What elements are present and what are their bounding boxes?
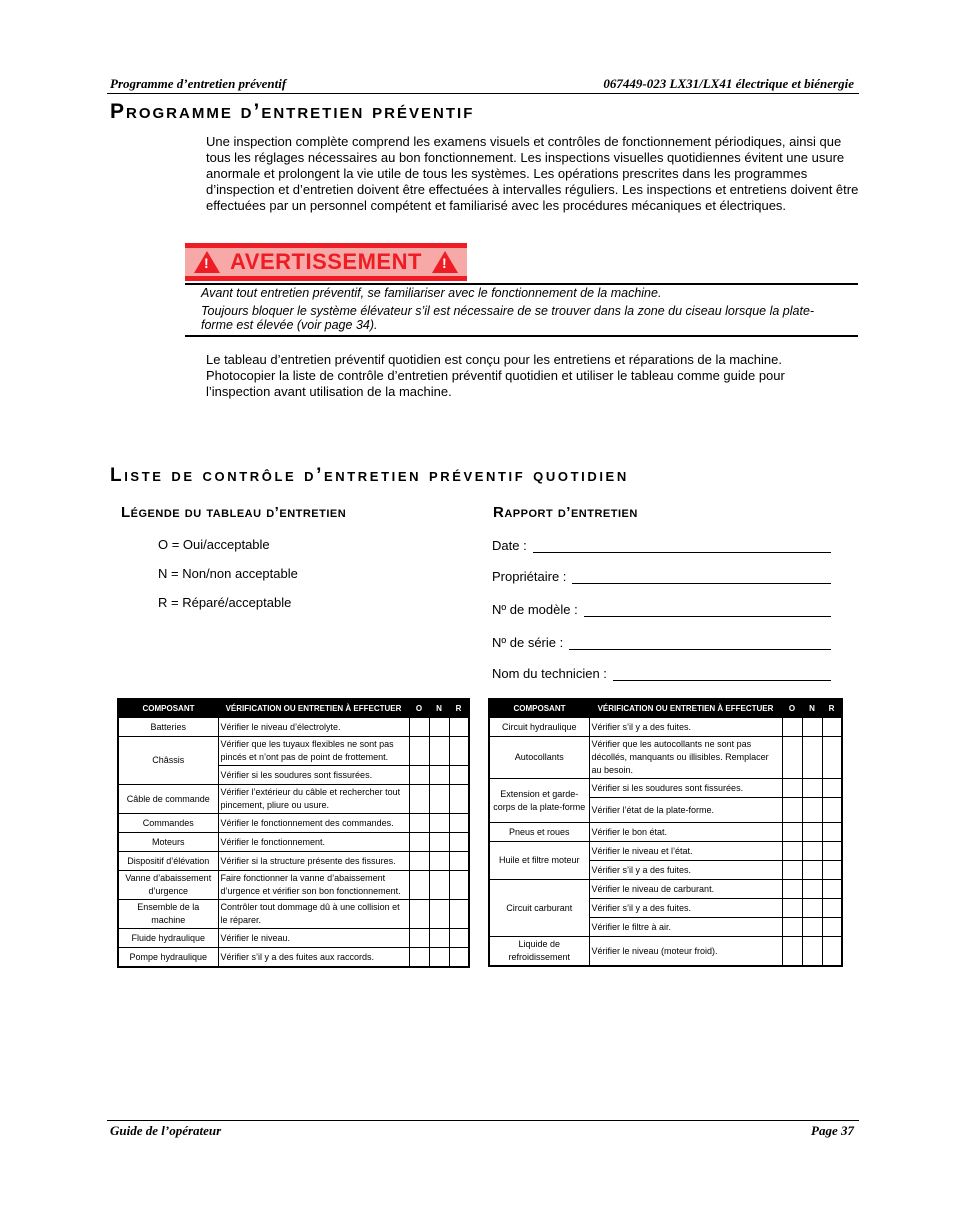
check-cell: Vérifier s’il y a des fuites. (589, 861, 782, 880)
checkbox-o[interactable] (409, 814, 429, 833)
running-header-right: 067449-023 LX31/LX41 électrique et biénergie (603, 76, 854, 91)
check-cell: Vérifier que les tuyaux flexibles ne sont pas pincés et n’ont pas de point de frottement. (218, 737, 409, 766)
check-cell: Vérifier si les soudures sont fissurées. (218, 766, 409, 785)
checkbox-n[interactable] (802, 718, 822, 737)
checkbox-n[interactable] (429, 814, 449, 833)
table-row (118, 929, 469, 948)
checkbox-n[interactable] (429, 718, 449, 737)
checkbox-o[interactable] (782, 842, 802, 861)
check-cell: Vérifier l’extérieur du câble et rechercher tout pincement, pliure ou usure. (218, 785, 409, 814)
footer-rule (107, 1120, 859, 1121)
checkbox-r[interactable] (822, 937, 842, 967)
checkbox-r[interactable] (822, 823, 842, 842)
checkbox-r[interactable] (822, 880, 842, 899)
report-label-date: Date : (492, 538, 527, 553)
legend-item-n: N = Non/non acceptable (158, 566, 298, 581)
checkbox-o[interactable] (409, 718, 429, 737)
component-cell: Ensemble de la machine (118, 900, 218, 929)
checkbox-o[interactable] (409, 833, 429, 852)
checkbox-n[interactable] (429, 948, 449, 968)
report-line[interactable] (613, 670, 831, 681)
header-component: COMPOSANT (118, 699, 218, 718)
check-cell: Vérifier si les soudures sont fissurées. (589, 779, 782, 798)
checkbox-n[interactable] (429, 833, 449, 852)
checkbox-o[interactable] (409, 871, 429, 900)
report-line[interactable] (584, 606, 831, 617)
table-row (489, 842, 842, 861)
checkbox-n[interactable] (802, 918, 822, 937)
report-line[interactable] (569, 639, 831, 650)
table-row (118, 814, 469, 833)
checkbox-n[interactable] (802, 823, 822, 842)
checkbox-r[interactable] (822, 899, 842, 918)
checkbox-o[interactable] (409, 929, 429, 948)
component-cell: Commandes (118, 814, 218, 833)
report-field-date[interactable] (492, 538, 831, 553)
footer-left: Guide de l’opérateur (110, 1123, 222, 1138)
report-label-owner: Propriétaire : (492, 569, 567, 584)
checkbox-o[interactable] (782, 823, 802, 842)
check-cell: Vérifier si la structure présente des fissures. (218, 852, 409, 871)
header-rule (107, 93, 859, 94)
table-header-row (118, 699, 469, 718)
table-row (489, 823, 842, 842)
section-title-daily-checklist: Liste de contrôle d’entretien préventif quotidien (110, 465, 629, 486)
report-label-model: Nº de modèle : (492, 602, 578, 617)
checkbox-o[interactable] (782, 798, 802, 823)
checkbox-r[interactable] (449, 766, 469, 785)
checkbox-n[interactable] (429, 785, 449, 814)
checkbox-n[interactable] (429, 766, 449, 785)
warning-icon: ! (432, 251, 458, 273)
checkbox-n[interactable] (802, 779, 822, 798)
table-row (489, 880, 842, 899)
table-row (489, 718, 842, 737)
check-cell: Vérifier s’il y a des fuites aux raccords. (218, 948, 409, 968)
table-row (489, 737, 842, 779)
component-cell: Huile et filtre moteur (489, 842, 589, 880)
checkbox-o[interactable] (782, 880, 802, 899)
section-title-preventive-program: Programme d’entretien préventif (110, 100, 475, 123)
report-field-technician[interactable] (492, 666, 831, 681)
check-cell: Vérifier le niveau et l’état. (589, 842, 782, 861)
component-cell: Liquide de refroidissement (489, 937, 589, 967)
component-cell: Moteurs (118, 833, 218, 852)
checkbox-n[interactable] (802, 937, 822, 967)
checkbox-o[interactable] (409, 948, 429, 968)
checkbox-r[interactable] (822, 779, 842, 798)
report-field-serial[interactable] (492, 635, 831, 650)
header-check: VÉRIFICATION OU ENTRETIEN À EFFECTUER (589, 699, 782, 718)
component-cell: Pompe hydraulique (118, 948, 218, 968)
checkbox-o[interactable] (782, 737, 802, 779)
warning-bottom-rule (185, 335, 858, 337)
header-component: COMPOSANT (489, 699, 589, 718)
checkbox-n[interactable] (429, 737, 449, 766)
checkbox-o[interactable] (409, 852, 429, 871)
table-row (118, 852, 469, 871)
header-r: R (822, 699, 842, 718)
checkbox-o[interactable] (782, 718, 802, 737)
checkbox-r[interactable] (822, 918, 842, 937)
intro-paragraph: Une inspection complète comprend les examens visuels et contrôles de fonctionnement périodiques, ainsi que tous les réglages nécessaires au bon fonctionnement. Les inspections visuelles quotidiennes évitent une usure anormale et prolongent la vie utile de tous les systèmes. Les opérations prescrites dans les programmes d’inspection et d’entretien doivent être effectuées à intervalles réguliers. Les inspections et entretiens doivent être effectuées par un personnel compétent et familiarisé avec les procédures mécaniques et électriques. (206, 134, 859, 213)
check-cell: Faire fonctionner la vanne d’abaissement d’urgence et vérifier son bon fonctionnement. (218, 871, 409, 900)
checkbox-r[interactable] (449, 900, 469, 929)
component-cell: Batteries (118, 718, 218, 737)
checkbox-n[interactable] (802, 899, 822, 918)
checkbox-r[interactable] (449, 852, 469, 871)
report-line[interactable] (572, 573, 831, 584)
check-cell: Vérifier que les autocollants ne sont pas décollés, manquants ou illisibles. Remplacer au besoin. (589, 737, 782, 779)
checkbox-r[interactable] (449, 814, 469, 833)
checkbox-r[interactable] (822, 861, 842, 880)
table-header-row (489, 699, 842, 718)
checklist-table-left (117, 698, 470, 968)
checkbox-n[interactable] (802, 798, 822, 823)
checkbox-r[interactable] (822, 842, 842, 861)
report-label-serial: Nº de série : (492, 635, 564, 650)
component-cell: Extension et garde-corps de la plate-forme (489, 779, 589, 823)
checkbox-o[interactable] (782, 861, 802, 880)
checkbox-r[interactable] (822, 737, 842, 779)
checkbox-o[interactable] (409, 737, 429, 766)
table-row (489, 779, 842, 798)
checkbox-r[interactable] (449, 833, 469, 852)
table-row (118, 900, 469, 929)
checklist-table-right (488, 698, 843, 967)
component-cell: Dispositif d’élévation (118, 852, 218, 871)
checkbox-r[interactable] (449, 929, 469, 948)
check-cell: Vérifier le filtre à air. (589, 918, 782, 937)
check-cell: Vérifier s’il y a des fuites. (589, 718, 782, 737)
report-field-owner[interactable] (492, 569, 831, 584)
component-cell: Câble de commande (118, 785, 218, 814)
table-row (118, 948, 469, 968)
checkbox-r[interactable] (449, 737, 469, 766)
warning-line-2: Toujours bloquer le système élévateur s’il est nécessaire de se trouver dans la zone du ciseau lorsque la plate-forme est élevée (voir page 34). (201, 304, 815, 332)
check-cell: Vérifier le niveau de carburant. (589, 880, 782, 899)
header-n: N (429, 699, 449, 718)
warning-icon: ! (194, 251, 220, 273)
table-row (118, 785, 469, 814)
checkbox-n[interactable] (429, 871, 449, 900)
checkbox-n[interactable] (802, 880, 822, 899)
legend-item-r: R = Réparé/acceptable (158, 595, 292, 610)
check-cell: Vérifier le fonctionnement. (218, 833, 409, 852)
component-cell: Châssis (118, 737, 218, 785)
check-cell: Vérifier s’il y a des fuites. (589, 899, 782, 918)
component-cell: Vanne d’abaissement d’urgence (118, 871, 218, 900)
footer-page-number: Page 37 (811, 1123, 854, 1138)
checkbox-o[interactable] (782, 918, 802, 937)
report-title: Rapport d’entretien (493, 504, 638, 521)
checkbox-n[interactable] (802, 737, 822, 779)
legend-title: Légende du tableau d’entretien (121, 504, 347, 521)
component-cell: Circuit hydraulique (489, 718, 589, 737)
checkbox-o[interactable] (782, 937, 802, 967)
header-n: N (802, 699, 822, 718)
check-cell: Vérifier le niveau. (218, 929, 409, 948)
checkbox-r[interactable] (822, 718, 842, 737)
check-cell: Contrôler tout dommage dû à une collision et le réparer. (218, 900, 409, 929)
component-cell: Autocollants (489, 737, 589, 779)
usage-paragraph: Le tableau d’entretien préventif quotidien est conçu pour les entretiens et réparations de la machine. Photocopier la liste de contrôle d’entretien préventif quotidien et utiliser le tableau comme guide pour l’inspection avant utilisation de la machine. (206, 352, 785, 399)
checkbox-o[interactable] (409, 785, 429, 814)
warning-label: AVERTISSEMENT (230, 249, 422, 274)
table-row (489, 937, 842, 967)
check-cell: Vérifier le fonctionnement des commandes. (218, 814, 409, 833)
check-cell: Vérifier l’état de la plate-forme. (589, 798, 782, 823)
header-r: R (449, 699, 469, 718)
component-cell: Fluide hydraulique (118, 929, 218, 948)
checkbox-n[interactable] (802, 861, 822, 880)
checkbox-r[interactable] (449, 718, 469, 737)
header-check: VÉRIFICATION OU ENTRETIEN À EFFECTUER (218, 699, 409, 718)
table-row (118, 833, 469, 852)
component-cell: Pneus et roues (489, 823, 589, 842)
running-header-left: Programme d’entretien préventif (110, 76, 287, 91)
check-cell: Vérifier le bon état. (589, 823, 782, 842)
warning-banner (185, 243, 467, 281)
check-cell: Vérifier le niveau (moteur froid). (589, 937, 782, 967)
checkbox-r[interactable] (822, 798, 842, 823)
checkbox-n[interactable] (429, 852, 449, 871)
report-label-technician: Nom du technicien : (492, 666, 607, 681)
checkbox-r[interactable] (449, 948, 469, 968)
table-row (118, 871, 469, 900)
warning-top-rule (185, 283, 858, 285)
checkbox-o[interactable] (409, 900, 429, 929)
checkbox-n[interactable] (429, 900, 449, 929)
report-line[interactable] (533, 542, 831, 553)
checkbox-n[interactable] (429, 929, 449, 948)
legend-item-o: O = Oui/acceptable (158, 537, 270, 552)
warning-line-1: Avant tout entretien préventif, se familiariser avec le fonctionnement de la machine. (201, 286, 662, 300)
checkbox-o[interactable] (782, 899, 802, 918)
report-field-model[interactable] (492, 602, 831, 617)
checkbox-r[interactable] (449, 871, 469, 900)
checkbox-r[interactable] (449, 785, 469, 814)
checkbox-o[interactable] (409, 766, 429, 785)
checkbox-o[interactable] (782, 779, 802, 798)
header-o: O (409, 699, 429, 718)
component-cell: Circuit carburant (489, 880, 589, 937)
table-row (118, 718, 469, 737)
checkbox-n[interactable] (802, 842, 822, 861)
table-row (118, 737, 469, 766)
header-o: O (782, 699, 802, 718)
check-cell: Vérifier le niveau d’électrolyte. (218, 718, 409, 737)
